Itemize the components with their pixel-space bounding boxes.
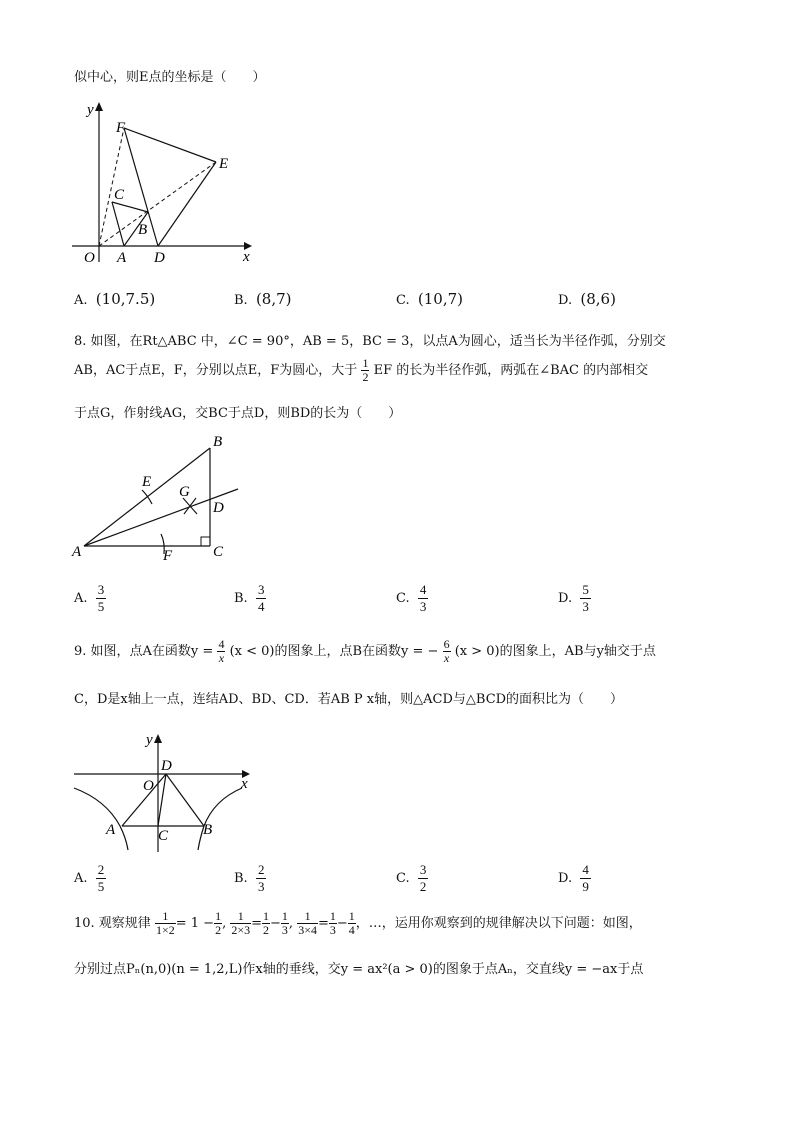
option-letter: C.	[396, 293, 410, 308]
q9-fraction-4-x: $\frac{4}{x}$	[218, 637, 225, 665]
q7-x-label: x	[243, 249, 250, 265]
q8-option-b[interactable]	[234, 582, 266, 615]
option-letter: C.	[396, 871, 410, 886]
option-letter: D.	[558, 293, 573, 308]
option-fraction: $\frac{3}{5}$	[97, 582, 105, 614]
term-3-eq: =	[317, 916, 329, 931]
option-value: (10,7)	[417, 290, 463, 308]
q7-point-O: O	[84, 250, 95, 266]
q7-point-B: B	[138, 222, 148, 238]
option-fraction: $\frac{3}{4}$	[257, 582, 265, 614]
q7-option-c[interactable]	[396, 290, 463, 308]
q10-line-1: 10. 观察规律 $\frac{1}{1\times 2}$ = 1 − $\frac{1}{2}$ , $\frac{1}{2\times 3}$ = $\frac{1}{2}$ − $\frac{1}{3}$ , $\frac{1}{3\times 4}$ = $\frac{1}{3}$ − $\frac{1}{4}$ ，…，运用你观察到的规律解决以下问题：如图，	[74, 909, 642, 937]
q7-option-b[interactable]	[234, 290, 292, 308]
q7-figure	[70, 96, 270, 266]
q8-line-3: 于点G，作射线AG，交BC于点D，则BD的长为（ ）	[74, 406, 402, 421]
option-letter: B.	[234, 591, 248, 606]
option-fraction: $\frac{2}{5}$	[97, 862, 105, 894]
q10-line-2: 分别过点Pₙ(n,0)(n = 1,2,L)作x轴的垂线，交y = ax²(a > 0)的图象于点Aₙ，交直线y = −ax于点	[74, 962, 644, 977]
q7-option-d[interactable]	[558, 290, 616, 308]
option-fraction: $\frac{3}{2}$	[419, 862, 427, 894]
q8-point-B: B	[213, 434, 223, 450]
q8-point-G: G	[179, 484, 190, 500]
option-letter: A.	[74, 591, 88, 606]
half-fraction: $\frac{1}{2}$	[362, 356, 369, 384]
q7-option-a[interactable]	[74, 290, 155, 308]
option-letter: C.	[396, 591, 410, 606]
term-2-minus: −	[270, 916, 281, 931]
option-value: (8,7)	[255, 290, 292, 308]
q7-point-C: C	[114, 187, 125, 203]
option-letter: D.	[558, 871, 573, 886]
q9-x-label: x	[241, 776, 248, 792]
term-3-a: $\frac{1}{3}$	[329, 909, 336, 937]
term-2-rhs: $\frac{1}{3}$	[281, 909, 288, 937]
term-1-eq: = 1 −	[175, 916, 215, 931]
q8-option-c[interactable]	[396, 582, 428, 615]
q7-y-label: y	[87, 102, 94, 118]
q10-line-1-a: 10. 观察规律	[74, 916, 151, 931]
q9-point-B: B	[203, 822, 213, 838]
q8-line-2-b: EF 的长为半径作弧，两弧在∠BAC 的内部相交	[373, 363, 649, 378]
q8-option-d[interactable]	[558, 582, 591, 615]
term-2-lhs: $\frac{1}{2\times 3}$	[231, 909, 251, 937]
option-letter: A.	[74, 871, 88, 886]
q8-point-A: A	[72, 544, 82, 560]
term-1-rhs: $\frac{1}{2}$	[215, 909, 222, 937]
q7-point-F: F	[116, 120, 126, 136]
q9-line-2: C，D是x轴上一点，连结AD、BD、CD．若AB P x轴，则△ACD与△BCD的面积比为（ ）	[74, 692, 624, 707]
q9-point-C: C	[158, 828, 169, 844]
q9-point-A: A	[106, 822, 116, 838]
q9-option-c[interactable]	[396, 862, 428, 895]
q8-figure	[70, 430, 250, 565]
term-2-eq: =	[251, 916, 263, 931]
q8-point-E: E	[142, 474, 152, 490]
term-3-minus: −	[336, 916, 348, 931]
q9-option-d[interactable]	[558, 862, 591, 895]
term-3-lhs: $\frac{1}{3\times 4}$	[298, 909, 317, 937]
q8-point-D: D	[213, 500, 224, 516]
q9-fraction-6-x: $\frac{6}{x}$	[443, 637, 450, 665]
term-2-a: $\frac{1}{2}$	[263, 909, 270, 937]
q9-y-label: y	[146, 732, 153, 748]
q7-point-E: E	[219, 156, 229, 172]
option-fraction: $\frac{4}{9}$	[582, 862, 589, 894]
q7-point-D: D	[154, 250, 165, 266]
q9-figure	[70, 730, 260, 855]
term-3-rhs: $\frac{1}{4}$	[348, 909, 355, 937]
q9-line-1	[74, 638, 656, 665]
option-letter: B.	[234, 293, 248, 308]
q9-option-a[interactable]	[74, 862, 106, 895]
option-value: (8,6)	[580, 290, 616, 308]
option-letter: B.	[234, 871, 248, 886]
q9-point-O: O	[143, 778, 154, 794]
q8-point-F: F	[163, 548, 173, 564]
q9-line-1-b: (x < 0)的图象上，点B在函数y = −	[229, 644, 439, 659]
option-letter: A.	[74, 293, 88, 308]
q9-option-b[interactable]	[234, 862, 266, 895]
option-letter: D.	[558, 591, 573, 606]
q8-line-2-a: AB，AC于点E，F，分别以点E，F为圆心，大于	[74, 363, 358, 378]
q8-line-2	[74, 357, 648, 384]
q7-prompt-tail: 似中心，则E点的坐标是（ ）	[74, 70, 266, 85]
option-fraction: $\frac{4}{3}$	[419, 582, 427, 614]
term-1-lhs: $\frac{1}{1\times 2}$	[155, 909, 175, 937]
option-fraction: $\frac{5}{3}$	[582, 582, 589, 614]
q9-line-1-c: (x > 0)的图象上，AB与y轴交于点	[454, 644, 656, 659]
option-fraction: $\frac{2}{3}$	[257, 862, 265, 894]
q9-point-D: D	[161, 758, 172, 774]
q7-point-A: A	[117, 250, 127, 266]
q10-line-1-b: ，…，运用你观察到的规律解决以下问题：如图，	[355, 916, 642, 931]
option-value: (10,7.5)	[95, 290, 156, 308]
q8-line-1: 8. 如图，在Rt△ABC 中，∠C = 90°，AB = 5，BC = 3，以点A为圆心，适当长为半径作弧，分别交	[74, 334, 666, 349]
q8-option-a[interactable]	[74, 582, 106, 615]
q8-point-C: C	[213, 544, 224, 560]
q9-line-1-a: 9. 如图，点A在函数y =	[74, 644, 214, 659]
